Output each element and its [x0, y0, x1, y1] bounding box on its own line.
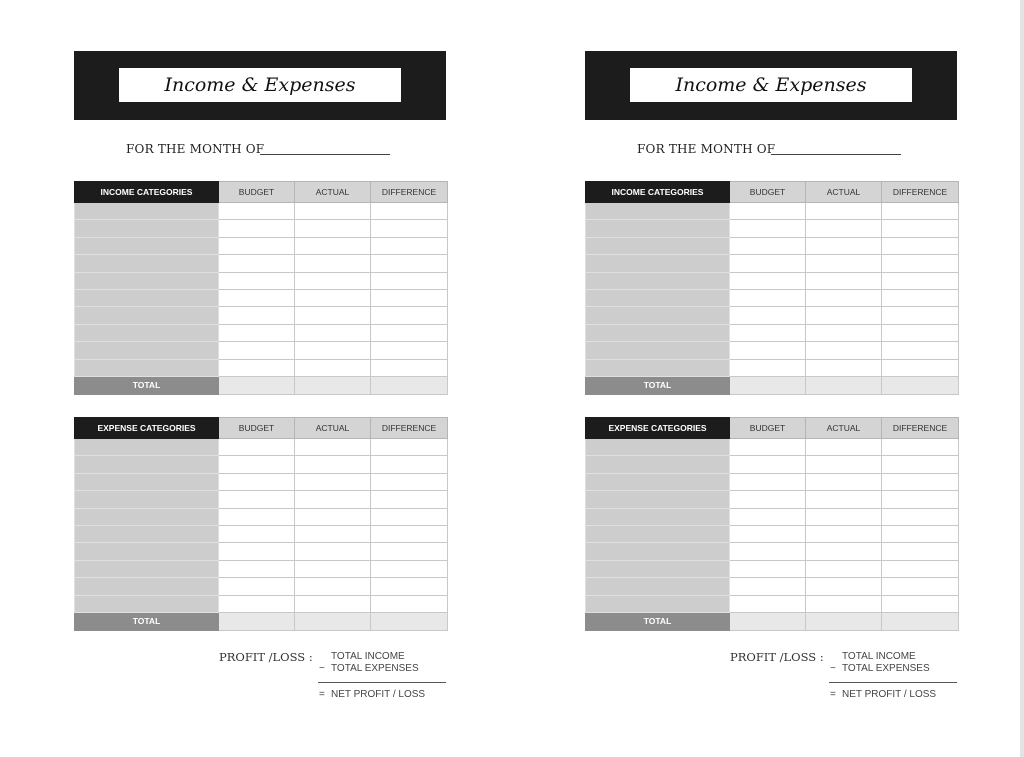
table-row	[75, 324, 448, 341]
actual-cell[interactable]	[295, 255, 371, 272]
difference-cell[interactable]	[371, 237, 448, 254]
budget-cell[interactable]	[219, 439, 295, 456]
difference-cell[interactable]	[371, 439, 448, 456]
table-row	[586, 220, 959, 237]
category-cell[interactable]	[75, 543, 219, 560]
total-expenses-text: TOTAL EXPENSES	[842, 663, 930, 674]
budget-cell[interactable]	[730, 307, 806, 324]
budget-cell[interactable]	[730, 491, 806, 508]
difference-cell[interactable]	[371, 508, 448, 525]
actual-cell[interactable]	[806, 473, 882, 490]
income-table	[585, 181, 959, 395]
budget-cell[interactable]	[730, 595, 806, 612]
equals-sign: =	[830, 689, 836, 700]
budget-cell[interactable]	[730, 543, 806, 560]
actual-cell[interactable]	[295, 543, 371, 560]
table-row	[586, 272, 959, 289]
month-blank-line[interactable]	[771, 154, 901, 155]
category-cell[interactable]	[75, 508, 219, 525]
actual-cell[interactable]	[806, 359, 882, 376]
expense-categories-header: EXPENSE CATEGORIES	[586, 418, 730, 439]
expense-table	[585, 417, 959, 631]
budget-cell[interactable]	[219, 359, 295, 376]
budget-cell[interactable]	[219, 508, 295, 525]
table-row	[75, 439, 448, 456]
difference-cell[interactable]	[371, 342, 448, 359]
month-blank-line[interactable]	[260, 154, 390, 155]
category-cell[interactable]	[586, 237, 730, 254]
budget-cell[interactable]	[730, 342, 806, 359]
difference-cell[interactable]	[371, 272, 448, 289]
table-row	[586, 237, 959, 254]
category-cell[interactable]	[75, 237, 219, 254]
difference-cell[interactable]	[371, 203, 448, 220]
table-row	[75, 220, 448, 237]
income-table	[74, 181, 448, 395]
net-profit-line	[830, 689, 936, 700]
budget-cell[interactable]	[730, 220, 806, 237]
expense-total-row	[75, 612, 448, 630]
month-label: FOR THE MONTH OF	[126, 142, 265, 156]
table-row	[586, 578, 959, 595]
difference-cell[interactable]	[882, 456, 959, 473]
difference-cell[interactable]	[882, 491, 959, 508]
profit-loss-label: PROFIT /LOSS :	[219, 650, 313, 664]
table-row	[586, 508, 959, 525]
budget-cell[interactable]	[219, 560, 295, 577]
budget-cell[interactable]	[730, 560, 806, 577]
table-row	[75, 595, 448, 612]
difference-cell[interactable]	[371, 543, 448, 560]
actual-cell[interactable]	[806, 491, 882, 508]
budget-cell[interactable]	[219, 578, 295, 595]
table-row	[75, 342, 448, 359]
difference-cell[interactable]	[371, 578, 448, 595]
actual-cell[interactable]	[295, 560, 371, 577]
actual-cell[interactable]	[806, 289, 882, 306]
budget-cell[interactable]	[219, 255, 295, 272]
difference-cell[interactable]	[371, 473, 448, 490]
budget-cell[interactable]	[219, 342, 295, 359]
budget-cell[interactable]	[730, 289, 806, 306]
actual-cell[interactable]	[295, 324, 371, 341]
difference-cell[interactable]	[371, 456, 448, 473]
actual-cell[interactable]	[806, 543, 882, 560]
expense-total-row	[586, 612, 959, 630]
table-row	[586, 324, 959, 341]
table-row	[586, 359, 959, 376]
total-actual-cell[interactable]	[295, 612, 371, 630]
table-row	[75, 255, 448, 272]
category-cell[interactable]	[586, 578, 730, 595]
actual-cell[interactable]	[295, 525, 371, 542]
budget-cell[interactable]	[730, 456, 806, 473]
budget-cell[interactable]	[730, 272, 806, 289]
budget-cell[interactable]	[219, 543, 295, 560]
actual-cell[interactable]	[806, 307, 882, 324]
difference-cell[interactable]	[882, 220, 959, 237]
actual-cell[interactable]	[806, 255, 882, 272]
actual-cell[interactable]	[806, 220, 882, 237]
difference-cell[interactable]	[882, 203, 959, 220]
actual-cell[interactable]	[806, 578, 882, 595]
planner-page-right	[585, 0, 959, 757]
actual-cell[interactable]	[295, 456, 371, 473]
income-rows	[75, 203, 448, 377]
difference-cell[interactable]	[371, 595, 448, 612]
total-difference-cell[interactable]	[882, 376, 959, 394]
budget-header: BUDGET	[730, 418, 806, 439]
category-cell[interactable]	[586, 508, 730, 525]
category-cell[interactable]	[75, 595, 219, 612]
table-row	[75, 237, 448, 254]
budget-cell[interactable]	[219, 237, 295, 254]
budget-cell[interactable]	[219, 456, 295, 473]
category-cell[interactable]	[586, 203, 730, 220]
difference-cell[interactable]	[371, 220, 448, 237]
budget-cell[interactable]	[730, 324, 806, 341]
table-row	[586, 456, 959, 473]
category-cell[interactable]	[75, 203, 219, 220]
category-cell[interactable]	[75, 255, 219, 272]
actual-cell[interactable]	[806, 508, 882, 525]
actual-cell[interactable]	[295, 237, 371, 254]
page-edge	[1020, 0, 1024, 757]
actual-cell[interactable]	[806, 560, 882, 577]
difference-cell[interactable]	[371, 560, 448, 577]
difference-cell[interactable]	[882, 543, 959, 560]
difference-cell[interactable]	[371, 324, 448, 341]
category-cell[interactable]	[75, 289, 219, 306]
actual-cell[interactable]	[295, 220, 371, 237]
net-profit-text: NET PROFIT / LOSS	[331, 689, 426, 700]
category-cell[interactable]	[586, 525, 730, 542]
planner-page-left	[74, 0, 448, 757]
actual-cell[interactable]	[295, 307, 371, 324]
expense-header-row	[586, 418, 959, 439]
table-row	[75, 578, 448, 595]
page-title: Income & Expenses	[119, 68, 401, 102]
category-cell[interactable]	[586, 595, 730, 612]
title-banner	[585, 51, 957, 120]
difference-cell[interactable]	[882, 237, 959, 254]
table-row	[75, 307, 448, 324]
budget-header: BUDGET	[219, 182, 295, 203]
category-cell[interactable]	[75, 324, 219, 341]
difference-header: DIFFERENCE	[882, 182, 959, 203]
category-cell[interactable]	[586, 359, 730, 376]
table-row	[586, 203, 959, 220]
sum-rule	[829, 682, 957, 683]
category-cell[interactable]	[586, 473, 730, 490]
difference-cell[interactable]	[371, 289, 448, 306]
actual-cell[interactable]	[295, 595, 371, 612]
category-cell[interactable]	[586, 307, 730, 324]
actual-cell[interactable]	[806, 595, 882, 612]
table-row	[586, 289, 959, 306]
actual-cell[interactable]	[295, 289, 371, 306]
budget-cell[interactable]	[219, 595, 295, 612]
table-row	[75, 456, 448, 473]
table-row	[75, 508, 448, 525]
budget-cell[interactable]	[730, 255, 806, 272]
difference-cell[interactable]	[371, 307, 448, 324]
budget-header: BUDGET	[730, 182, 806, 203]
budget-cell[interactable]	[219, 289, 295, 306]
category-cell[interactable]	[586, 255, 730, 272]
difference-cell[interactable]	[882, 439, 959, 456]
table-row	[586, 473, 959, 490]
total-difference-cell[interactable]	[882, 612, 959, 630]
total-budget-cell[interactable]	[730, 376, 806, 394]
category-cell[interactable]	[75, 578, 219, 595]
budget-cell[interactable]	[730, 203, 806, 220]
profit-loss-label: PROFIT /LOSS :	[730, 650, 824, 664]
total-label: TOTAL	[586, 612, 730, 630]
total-label: TOTAL	[75, 376, 219, 394]
difference-cell[interactable]	[371, 525, 448, 542]
net-profit-line	[319, 689, 425, 700]
table-row	[586, 491, 959, 508]
table-row	[75, 491, 448, 508]
total-actual-cell[interactable]	[295, 376, 371, 394]
category-cell[interactable]	[75, 342, 219, 359]
budget-cell[interactable]	[219, 491, 295, 508]
total-difference-cell[interactable]	[371, 376, 448, 394]
total-actual-cell[interactable]	[806, 612, 882, 630]
actual-cell[interactable]	[806, 237, 882, 254]
difference-header: DIFFERENCE	[882, 418, 959, 439]
budget-cell[interactable]	[219, 324, 295, 341]
difference-cell[interactable]	[882, 595, 959, 612]
difference-cell[interactable]	[882, 578, 959, 595]
actual-cell[interactable]	[295, 578, 371, 595]
actual-header: ACTUAL	[295, 418, 371, 439]
table-row	[586, 307, 959, 324]
category-cell[interactable]	[586, 272, 730, 289]
actual-cell[interactable]	[295, 508, 371, 525]
minus-sign: −	[319, 663, 325, 674]
difference-cell[interactable]	[882, 473, 959, 490]
table-row	[75, 203, 448, 220]
table-row	[586, 439, 959, 456]
equals-sign: =	[319, 689, 325, 700]
budget-cell[interactable]	[219, 307, 295, 324]
difference-cell[interactable]	[882, 324, 959, 341]
budget-cell[interactable]	[219, 203, 295, 220]
actual-cell[interactable]	[806, 439, 882, 456]
budget-cell[interactable]	[730, 359, 806, 376]
budget-cell[interactable]	[219, 220, 295, 237]
table-row	[586, 560, 959, 577]
category-cell[interactable]	[586, 220, 730, 237]
total-expenses-text: TOTAL EXPENSES	[331, 663, 419, 674]
category-cell[interactable]	[75, 525, 219, 542]
budget-cell[interactable]	[219, 473, 295, 490]
income-categories-header: INCOME CATEGORIES	[586, 182, 730, 203]
actual-cell[interactable]	[806, 456, 882, 473]
category-cell[interactable]	[75, 473, 219, 490]
total-label: TOTAL	[586, 376, 730, 394]
table-row	[75, 359, 448, 376]
category-cell[interactable]	[75, 220, 219, 237]
expense-table	[74, 417, 448, 631]
total-income-line: TOTAL INCOME	[842, 651, 916, 662]
difference-cell[interactable]	[882, 560, 959, 577]
income-header-row	[586, 182, 959, 203]
budget-cell[interactable]	[730, 439, 806, 456]
category-cell[interactable]	[75, 359, 219, 376]
actual-cell[interactable]	[806, 272, 882, 289]
difference-header: DIFFERENCE	[371, 418, 448, 439]
difference-cell[interactable]	[882, 289, 959, 306]
total-budget-cell[interactable]	[219, 376, 295, 394]
expense-categories-header: EXPENSE CATEGORIES	[75, 418, 219, 439]
minus-sign: −	[830, 663, 836, 674]
difference-cell[interactable]	[371, 359, 448, 376]
table-row	[586, 525, 959, 542]
net-profit-text: NET PROFIT / LOSS	[842, 689, 937, 700]
actual-cell[interactable]	[806, 203, 882, 220]
budget-cell[interactable]	[730, 473, 806, 490]
category-cell[interactable]	[586, 342, 730, 359]
expense-rows	[586, 439, 959, 613]
expense-header-row	[75, 418, 448, 439]
total-expenses-line	[319, 663, 419, 674]
total-difference-cell[interactable]	[371, 612, 448, 630]
category-cell[interactable]	[586, 456, 730, 473]
table-row	[75, 289, 448, 306]
category-cell[interactable]	[75, 272, 219, 289]
total-budget-cell[interactable]	[730, 612, 806, 630]
category-cell[interactable]	[586, 439, 730, 456]
page-title: Income & Expenses	[630, 68, 912, 102]
difference-cell[interactable]	[882, 272, 959, 289]
table-row	[75, 543, 448, 560]
total-actual-cell[interactable]	[806, 376, 882, 394]
actual-cell[interactable]	[806, 324, 882, 341]
category-cell[interactable]	[75, 307, 219, 324]
difference-cell[interactable]	[882, 307, 959, 324]
category-cell[interactable]	[75, 560, 219, 577]
income-header-row	[75, 182, 448, 203]
category-cell[interactable]	[75, 456, 219, 473]
actual-cell[interactable]	[295, 439, 371, 456]
total-budget-cell[interactable]	[219, 612, 295, 630]
table-row	[75, 560, 448, 577]
month-label: FOR THE MONTH OF	[637, 142, 776, 156]
difference-cell[interactable]	[882, 525, 959, 542]
budget-cell[interactable]	[730, 508, 806, 525]
actual-cell[interactable]	[295, 272, 371, 289]
income-total-row	[75, 376, 448, 394]
difference-cell[interactable]	[882, 342, 959, 359]
category-cell[interactable]	[75, 491, 219, 508]
budget-cell[interactable]	[219, 525, 295, 542]
actual-cell[interactable]	[295, 473, 371, 490]
actual-cell[interactable]	[806, 525, 882, 542]
difference-cell[interactable]	[882, 508, 959, 525]
budget-cell[interactable]	[730, 525, 806, 542]
budget-header: BUDGET	[219, 418, 295, 439]
category-cell[interactable]	[586, 324, 730, 341]
category-cell[interactable]	[586, 491, 730, 508]
income-total-row	[586, 376, 959, 394]
sum-rule	[318, 682, 446, 683]
table-row	[586, 543, 959, 560]
expense-rows	[75, 439, 448, 613]
table-row	[586, 255, 959, 272]
category-cell[interactable]	[586, 543, 730, 560]
income-rows	[586, 203, 959, 377]
actual-cell[interactable]	[295, 491, 371, 508]
actual-cell[interactable]	[295, 359, 371, 376]
total-income-line: TOTAL INCOME	[331, 651, 405, 662]
budget-cell[interactable]	[219, 272, 295, 289]
difference-cell[interactable]	[371, 255, 448, 272]
table-row	[75, 525, 448, 542]
table-row	[75, 272, 448, 289]
difference-cell[interactable]	[882, 359, 959, 376]
actual-header: ACTUAL	[806, 418, 882, 439]
title-banner	[74, 51, 446, 120]
actual-header: ACTUAL	[295, 182, 371, 203]
category-cell[interactable]	[586, 560, 730, 577]
difference-cell[interactable]	[882, 255, 959, 272]
category-cell[interactable]	[586, 289, 730, 306]
table-row	[75, 473, 448, 490]
actual-cell[interactable]	[295, 342, 371, 359]
income-categories-header: INCOME CATEGORIES	[75, 182, 219, 203]
difference-header: DIFFERENCE	[371, 182, 448, 203]
actual-cell[interactable]	[295, 203, 371, 220]
category-cell[interactable]	[75, 439, 219, 456]
budget-cell[interactable]	[730, 578, 806, 595]
actual-header: ACTUAL	[806, 182, 882, 203]
budget-cell[interactable]	[730, 237, 806, 254]
table-row	[586, 595, 959, 612]
table-row	[586, 342, 959, 359]
total-expenses-line	[830, 663, 930, 674]
difference-cell[interactable]	[371, 491, 448, 508]
actual-cell[interactable]	[806, 342, 882, 359]
total-label: TOTAL	[75, 612, 219, 630]
